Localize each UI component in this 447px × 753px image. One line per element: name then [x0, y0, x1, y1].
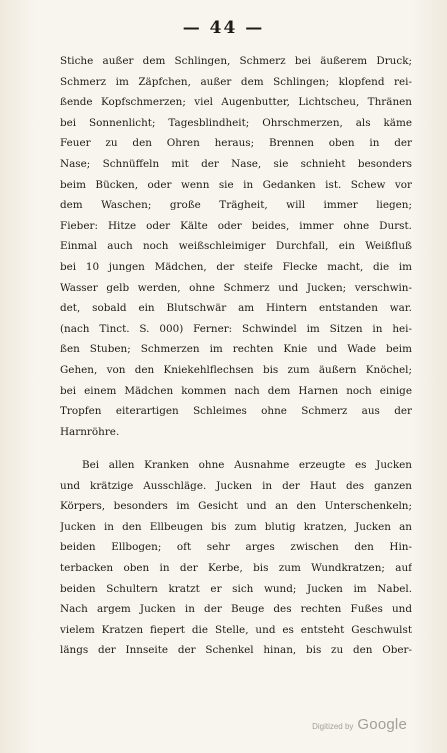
text-line: Nase; Schnüffeln mit der Nase, sie schnieht besonders — [60, 157, 412, 170]
text-line: terbacken oben in der Kerbe, bis zum Wundkratzen; auf — [60, 561, 412, 574]
paragraph-1 — [60, 51, 412, 442]
text-line: Gehen, von den Kniekehlflechsen bis zum äußern Knöchel; — [60, 363, 412, 376]
text-line: Schmerz im Zäpfchen, außer dem Schlingen; klopfend rei- — [60, 75, 412, 88]
text-line: beiden Ellbogen; oft sehr arges zwischen den Hin- — [60, 541, 412, 554]
digitized-by-google-watermark — [312, 716, 407, 733]
page-number: — 44 — — [182, 18, 265, 38]
text-line: Tropfen eiterartigen Schleimes ohne Schmerz aus der — [60, 405, 412, 418]
google-logo-text: Google — [357, 716, 407, 733]
text-line: Stiche außer dem Schlingen, Schmerz bei äußerem Druck; — [60, 55, 412, 67]
text-line: Fieber: Hitze oder Kälte oder beides, immer ohne Durst. — [60, 219, 412, 232]
text-line: (nach Tinct. S. 000) Ferner: Schwindel im Sitzen in hei- — [60, 322, 412, 335]
text-line: bei 10 jungen Mädchen, der steife Flecke macht, die im — [60, 260, 412, 273]
text-line: beiden Schultern kratzt er sich wund; Jucken im Nabel. — [60, 582, 412, 595]
text-line: dem Waschen; große Trägheit, will immer liegen; — [60, 199, 412, 212]
text-line: Einmal auch noch weißschleimiger Durchfall, ein Weißfluß — [60, 240, 412, 253]
paragraph-2 — [60, 455, 412, 661]
digitized-by-label: Digitized by — [312, 722, 354, 731]
text-line: Wasser gelb werden, ohne Schmerz und Jucken; verschwin- — [60, 281, 412, 294]
text-line: Nach argem Jucken in der Beuge des rechten Fußes und — [60, 603, 412, 616]
text-line: ßen Stuben; Schmerzen im rechten Knie und Wade beim — [60, 343, 412, 356]
text-line: Jucken in den Ellbeugen bis zum blutig kratzen, Jucken an — [60, 520, 412, 533]
text-line: Feuer zu den Ohren heraus; Brennen oben in der — [60, 137, 412, 150]
text-line: ßende Kopfschmerzen; viel Augenbutter, Lichtscheu, Thränen — [60, 96, 412, 109]
text-line: bei Sonnenlicht; Tagesblindheit; Ohrschmerzen, als käme — [60, 116, 412, 129]
text-line: bei einem Mädchen kommen nach dem Harnen noch einige — [60, 384, 412, 397]
text-line: det, sobald ein Blutschwär am Hintern entstanden war. — [60, 302, 412, 315]
text-line: Körpers, besonders im Gesicht und an den Unterschenkeln; — [60, 500, 412, 513]
text-line: längs der Innseite der Schenkel hinan, bis zu den Ober- — [60, 644, 412, 657]
text-line: Bei allen Kranken ohne Ausnahme erzeugte es Jucken — [82, 459, 412, 471]
text-line: beim Bücken, oder wenn sie in Gedanken ist. Schew vor — [60, 178, 412, 191]
text-line: und krätzige Ausschläge. Jucken in der Haut des ganzen — [60, 479, 412, 492]
text-line: vielem Kratzen fiepert die Stelle, und es entsteht Geschwulst — [60, 623, 412, 636]
text-line: Harnröhre. — [60, 425, 120, 438]
